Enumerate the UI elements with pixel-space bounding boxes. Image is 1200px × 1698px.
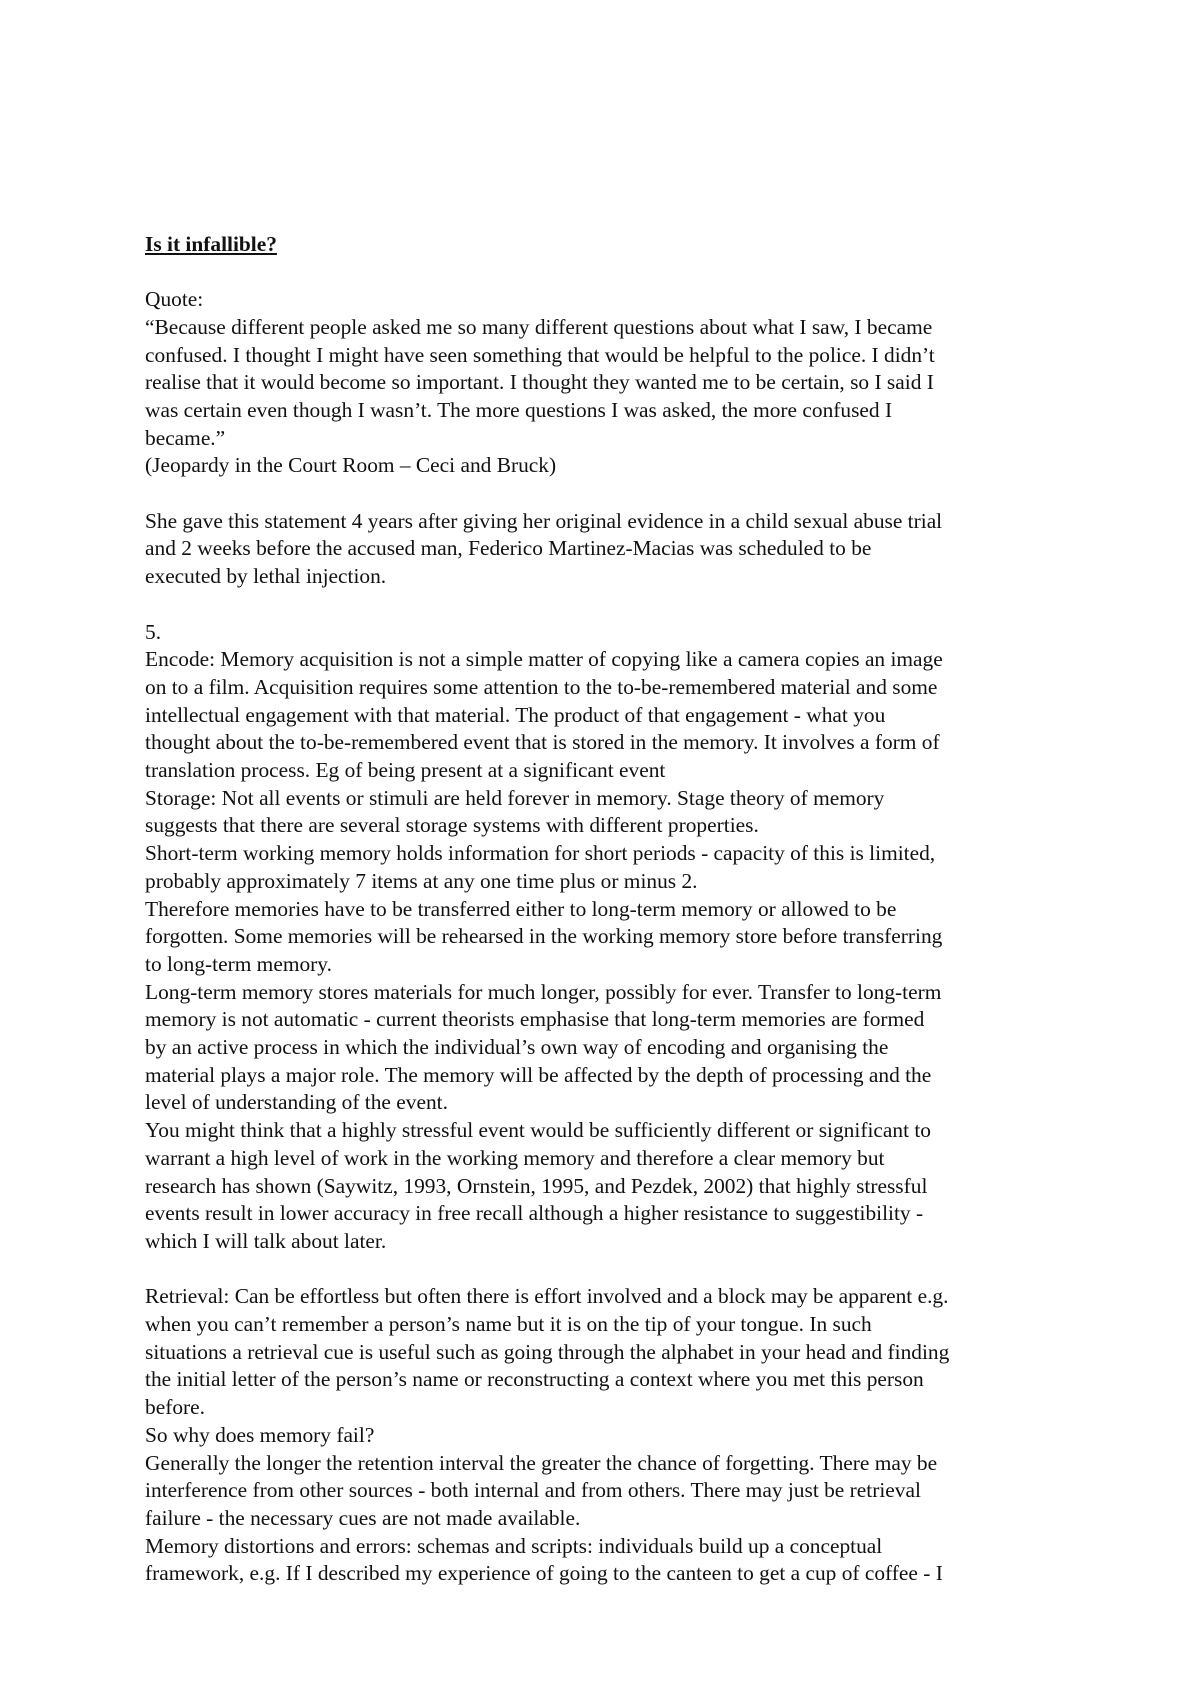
text-line: which I will talk about later. <box>145 1228 387 1253</box>
text-line: became.” <box>145 425 226 450</box>
text-line: situations a retrieval cue is useful such as going through the alphabet in your head and finding <box>145 1339 950 1364</box>
text-line: Encode: Memory acquisition is not a simple matter of copying like a camera copies an image <box>145 647 943 672</box>
text-line: warrant a high level of work in the working memory and therefore a clear memory but <box>145 1145 885 1170</box>
section-heading: Is it infallible? <box>145 231 277 256</box>
text-line: thought about the to-be-remembered event that is stored in the memory. It involves a form of <box>145 730 940 755</box>
text-line: intellectual engagement with that material. The product of that engagement - what you <box>145 702 886 727</box>
text-line: suggests that there are several storage systems with different properties. <box>145 813 759 838</box>
text-line: and 2 weeks before the accused man, Federico Martinez-Macias was scheduled to be <box>145 536 872 561</box>
document-page <box>145 203 1065 1616</box>
text-line: Short-term working memory holds information for short periods - capacity of this is limited, <box>145 841 936 866</box>
text-line: forgotten. Some memories will be rehearsed in the working memory store before transferring <box>145 924 943 949</box>
text-line: was certain even though I wasn’t. The more questions I was asked, the more confused I <box>145 397 893 422</box>
text-line: confused. I thought I might have seen something that would be helpful to the police. I didn’t <box>145 342 935 367</box>
text-line: before. <box>145 1395 205 1420</box>
blank-line <box>145 591 1065 619</box>
text-line: Quote: <box>145 287 204 312</box>
text-line: the initial letter of the person’s name or reconstructing a context where you met this person <box>145 1367 924 1392</box>
text-line: executed by lethal injection. <box>145 564 387 589</box>
text-line: Therefore memories have to be transferred either to long-term memory or allowed to be <box>145 896 897 921</box>
text-line: She gave this statement 4 years after giving her original evidence in a child sexual abuse trial <box>145 508 943 533</box>
text-line: Generally the longer the retention interval the greater the chance of forgetting. There may be <box>145 1450 938 1475</box>
text-line: on to a film. Acquisition requires some attention to the to-be-remembered material and some <box>145 674 938 699</box>
text-line: level of understanding of the event. <box>145 1090 448 1115</box>
text-line: by an active process in which the individual’s own way of encoding and organising the <box>145 1035 889 1060</box>
document-body <box>145 286 1065 1588</box>
text-line: You might think that a highly stressful event would be sufficiently different or significant to <box>145 1118 932 1143</box>
text-line: realise that it would become so important. I thought they wanted me to be certain, so I said I <box>145 370 934 395</box>
text-line: memory is not automatic - current theorists emphasise that long-term memories are formed <box>145 1007 925 1032</box>
text-line: translation process. Eg of being present at a significant event <box>145 758 666 783</box>
text-line: So why does memory fail? <box>145 1422 375 1447</box>
text-line: material plays a major role. The memory will be affected by the depth of processing and the <box>145 1062 932 1087</box>
text-line: interference from other sources - both internal and from others. There may just be retrieval <box>145 1478 921 1503</box>
text-line: Retrieval: Can be effortless but often there is effort involved and a block may be apparent e.g. <box>145 1284 949 1309</box>
text-line: events result in lower accuracy in free recall although a higher resistance to suggestibility - <box>145 1201 924 1226</box>
text-line: “Because different people asked me so many different questions about what I saw, I became <box>145 314 933 339</box>
text-line: 5. <box>145 619 162 644</box>
text-line: when you can’t remember a person’s name but it is on the tip of your tongue. In such <box>145 1312 872 1337</box>
text-line: (Jeopardy in the Court Room – Ceci and Bruck) <box>145 453 557 478</box>
text-line: probably approximately 7 items at any one time plus or minus 2. <box>145 868 698 893</box>
text-line: framework, e.g. If I described my experience of going to the canteen to get a cup of coffee - I <box>145 1561 943 1586</box>
text-line: Storage: Not all events or stimuli are held forever in memory. Stage theory of memory <box>145 785 885 810</box>
text-line: failure - the necessary cues are not made available. <box>145 1506 581 1530</box>
blank-line <box>145 1256 1065 1284</box>
text-line: Long-term memory stores materials for much longer, possibly for ever. Transfer to long-term <box>145 979 942 1004</box>
text-line: Memory distortions and errors: schemas and scripts: individuals build up a conceptual <box>145 1533 883 1558</box>
blank-line <box>145 480 1065 508</box>
text-line: research has shown (Saywitz, 1993, Ornstein, 1995, and Pezdek, 2002) that highly stressful <box>145 1173 928 1198</box>
text-line: to long-term memory. <box>145 951 332 976</box>
